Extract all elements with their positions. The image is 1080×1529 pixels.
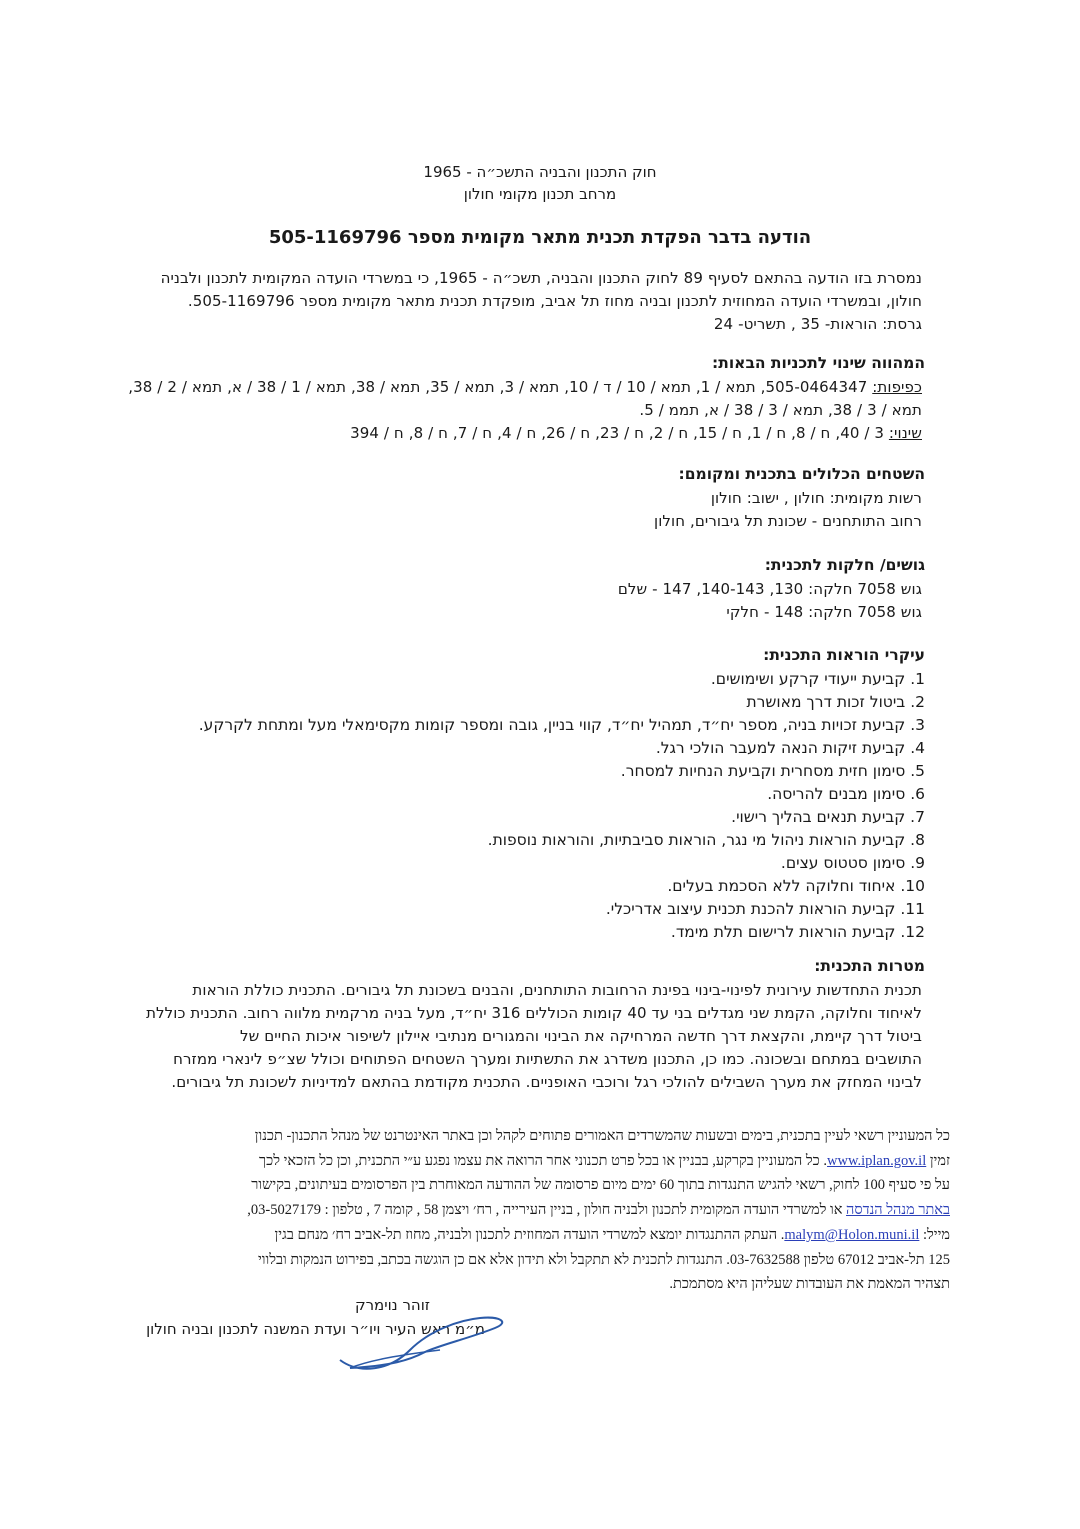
provision-item: 12. קביעת הוראות לרישום תלת מימד.	[670, 923, 925, 941]
signatory-role: מ״מ ראש העיר ויו״ר ועדת המשנה לתכנון ובניה חולון	[146, 1320, 485, 1338]
law-header: חוק התכנון והבניה התשכ״ה - 1965	[423, 163, 657, 181]
provision-item: 2. ביטול זכות דרך מאושרת	[746, 693, 925, 711]
provision-item: 8. קביעת הוראות ניהול מי נגר, הוראות סביבתיות, והוראות נוספות.	[487, 831, 925, 849]
signature-scribble-icon	[330, 1300, 530, 1380]
subject-label: כפיפות:	[872, 378, 922, 396]
goals-line: לבינוי המחזק את מערך השבילים להולכי רגל ורוכבי האופניים. התכנית מקודמת בהתאם למדיניות לשכונת תל גיבורים.	[171, 1073, 922, 1091]
provision-item: 9. סימון סטטוס עצים.	[780, 854, 925, 872]
goals-line: התושבים במתחם ובשכונה. כמו כן, התכנון משדרג את התשתיות ומערך השטחים הפתוחים וכולל שצ״פ לינארי ממזרח	[173, 1050, 922, 1068]
areas-title: השטחים הכלולים בתכנית ומקומם:	[678, 465, 925, 483]
areas-line-1: רשות מקומית: חולון , ישוב: חולון	[710, 489, 922, 507]
iplan-link[interactable]: www.iplan.gov.il	[827, 1153, 927, 1169]
provision-item: 4. קביעת זיקות הנאה למעבר הולכי רגל.	[655, 739, 925, 757]
planning-area: מרחב תכנון מקומי חולון	[463, 185, 617, 203]
engineering-site-link[interactable]: באתר מנהל הנדסה	[846, 1202, 950, 1218]
contact-line-2	[259, 1151, 950, 1171]
contact-line-4-rest: או למשרדי הועדה המקומית לתכנון ולבניה חולון , בניין העירייה , רח׳ ויצמן 58 , קומה 7 , טלפון : 03-5027179,	[247, 1202, 843, 1218]
provision-item: 5. סימון חזית מסחרית וקביעת הנחיות למסחר.	[620, 762, 925, 780]
goals-line: ביטול דרך קיימת, והקצאת דרך חדשה המרחיקה את הבינוי והמגורים מנתיבי איילון לשיפור איכות החיים של	[239, 1027, 922, 1045]
contact-line-6: 125 תל-אביב 67012 טלפון 03-7632588. התנגדות לתכנית לא תתקבל ולא תידון אלא אם כן הוגשה בכתב, בפירוט הנמקות ובלווי	[258, 1252, 950, 1268]
provision-item: 3. קביעת זכויות בניה, מספר יח״ד, תמהיל יח״ד, קווי בניין, גובה ומספר קומות מקסימאלי מעל ומתחת לקרקע.	[198, 716, 925, 734]
intro-line-2: חולון, ובמשרדי הועדה המחוזית לתכנון ובניה מחוז תל אביב, מופקדת תכנית מתאר מקומית מספר 505-1169796.	[187, 292, 922, 310]
subject-values-1: 505-0464347, תמא / 1, תמא / 10 / ד / 10, תמא / 3, תמא / 35, תמא / 38, תמא / 1 / 38 / א, תמא / 2 / 38,	[128, 378, 868, 396]
parcels-line-1: גוש 7058 חלקה: 130, 140-143, 147 - שלם	[617, 580, 922, 598]
change-line	[350, 423, 922, 443]
goals-title: מטרות התכנית:	[814, 957, 925, 975]
change-label: שינוי:	[888, 424, 922, 442]
provision-item: 1. קביעת ייעודי קרקע ושימושים.	[710, 670, 925, 688]
areas-line-2: רחוב התותחנים - שכונת תל גיבורים, חולון	[654, 512, 922, 530]
intro-line-1: נמסרת בזו הודעה בהתאם לסעיף 89 לחוק התכנון והבניה, תשכ״ה - 1965, כי במשרדי הועדה המקומית לתכנון ולבניה	[160, 269, 922, 287]
signatory-name: זוהר נוימרק	[354, 1296, 430, 1314]
changes-title: המהווה שינוי לתכניות הבאות:	[712, 354, 925, 372]
goals-line: תכנית התחדשות עירונית לפינוי-בינוי בפינת הרחובות התותחנים, והבנים בשכונת תל גיבורים. התכנית כוללת הוראות	[192, 981, 922, 999]
provision-item: 6. סימון מבנים להריסה.	[767, 785, 925, 803]
intro-line-3: גרסת: הוראות- 35 , תשריט- 24	[713, 315, 922, 333]
subject-line-2: תמא / 3 / 38, תמא / 3 / 38 / א, תממ / 5.	[639, 401, 922, 419]
contact-line-5-rest: . העתק ההתנגדות יומצא למשרדי הועדה המחוזית לתכנון ולבניה, מחוז תל-אביב רח׳ מנחם בגין	[274, 1227, 785, 1243]
provision-item: 11. קביעת הוראות להכנת תכנית עיצוב אדריכלי.	[605, 900, 925, 918]
contact-line-1: כל המעוניין רשאי לעיין בתכנית, בימים ובשעות שהמשרדים האמורים פתוחים לקהל וכן באתר האינטרנט של מנהל התכנון- תכנון	[254, 1128, 950, 1144]
contact-line-7: תצהיר המאמת את העובדות שעליהן היא מסתמכת.	[669, 1276, 950, 1292]
contact-available: זמין	[929, 1153, 950, 1169]
email-link[interactable]: malym@Holon.muni.il	[784, 1227, 920, 1243]
change-values: 3 / 40, ח / 8, ח / 1, ח / 15, ח / 2, ח / 23, ח / 26, ח / 4, ח / 7, ח / 8, ח / 394	[350, 424, 885, 442]
goals-line: לאיחוד וחלוקה, הקמת שני מגדלים בני עד 40 קומות הכוללים 316 יח״ד, מעל בניה מרקמית מלווה רחוב. התכנית כוללת	[146, 1004, 922, 1022]
contact-line-2-rest: . כל המעוניין בקרקע, בבניין או בכל פרט תכנוני אחר הרואה את עצמו נפגע ע״י התכנית, וכן כל הזכאי לכך	[259, 1153, 828, 1169]
parcels-line-2: גוש 7058 חלקה: 148 - חלקי	[726, 603, 922, 621]
email-label: מייל:	[922, 1227, 950, 1243]
provision-item: 10. איחוד וחלוקה ללא הסכמת בעלים.	[667, 877, 925, 895]
parcels-title: גושים/ חלקות לתכנית:	[764, 556, 925, 574]
contact-line-3: על פי סעיף 100 לחוק, רשאי להגיש התנגדות בתוך 60 ימים מיום פרסומה של ההודעה המאוחרת בין הפרסומים בעיתונים, בקישור	[251, 1177, 950, 1193]
page-title: הודעה בדבר הפקדת תכנית מתאר מקומית מספר 505-1169796	[268, 227, 812, 248]
subject-line-1	[128, 377, 922, 397]
provisions-title: עיקרי הוראות התכנית:	[763, 646, 925, 664]
provision-item: 7. קביעת תנאים בהליך רישוי.	[731, 808, 925, 826]
contact-line-4	[247, 1200, 950, 1220]
contact-line-5	[275, 1225, 950, 1245]
